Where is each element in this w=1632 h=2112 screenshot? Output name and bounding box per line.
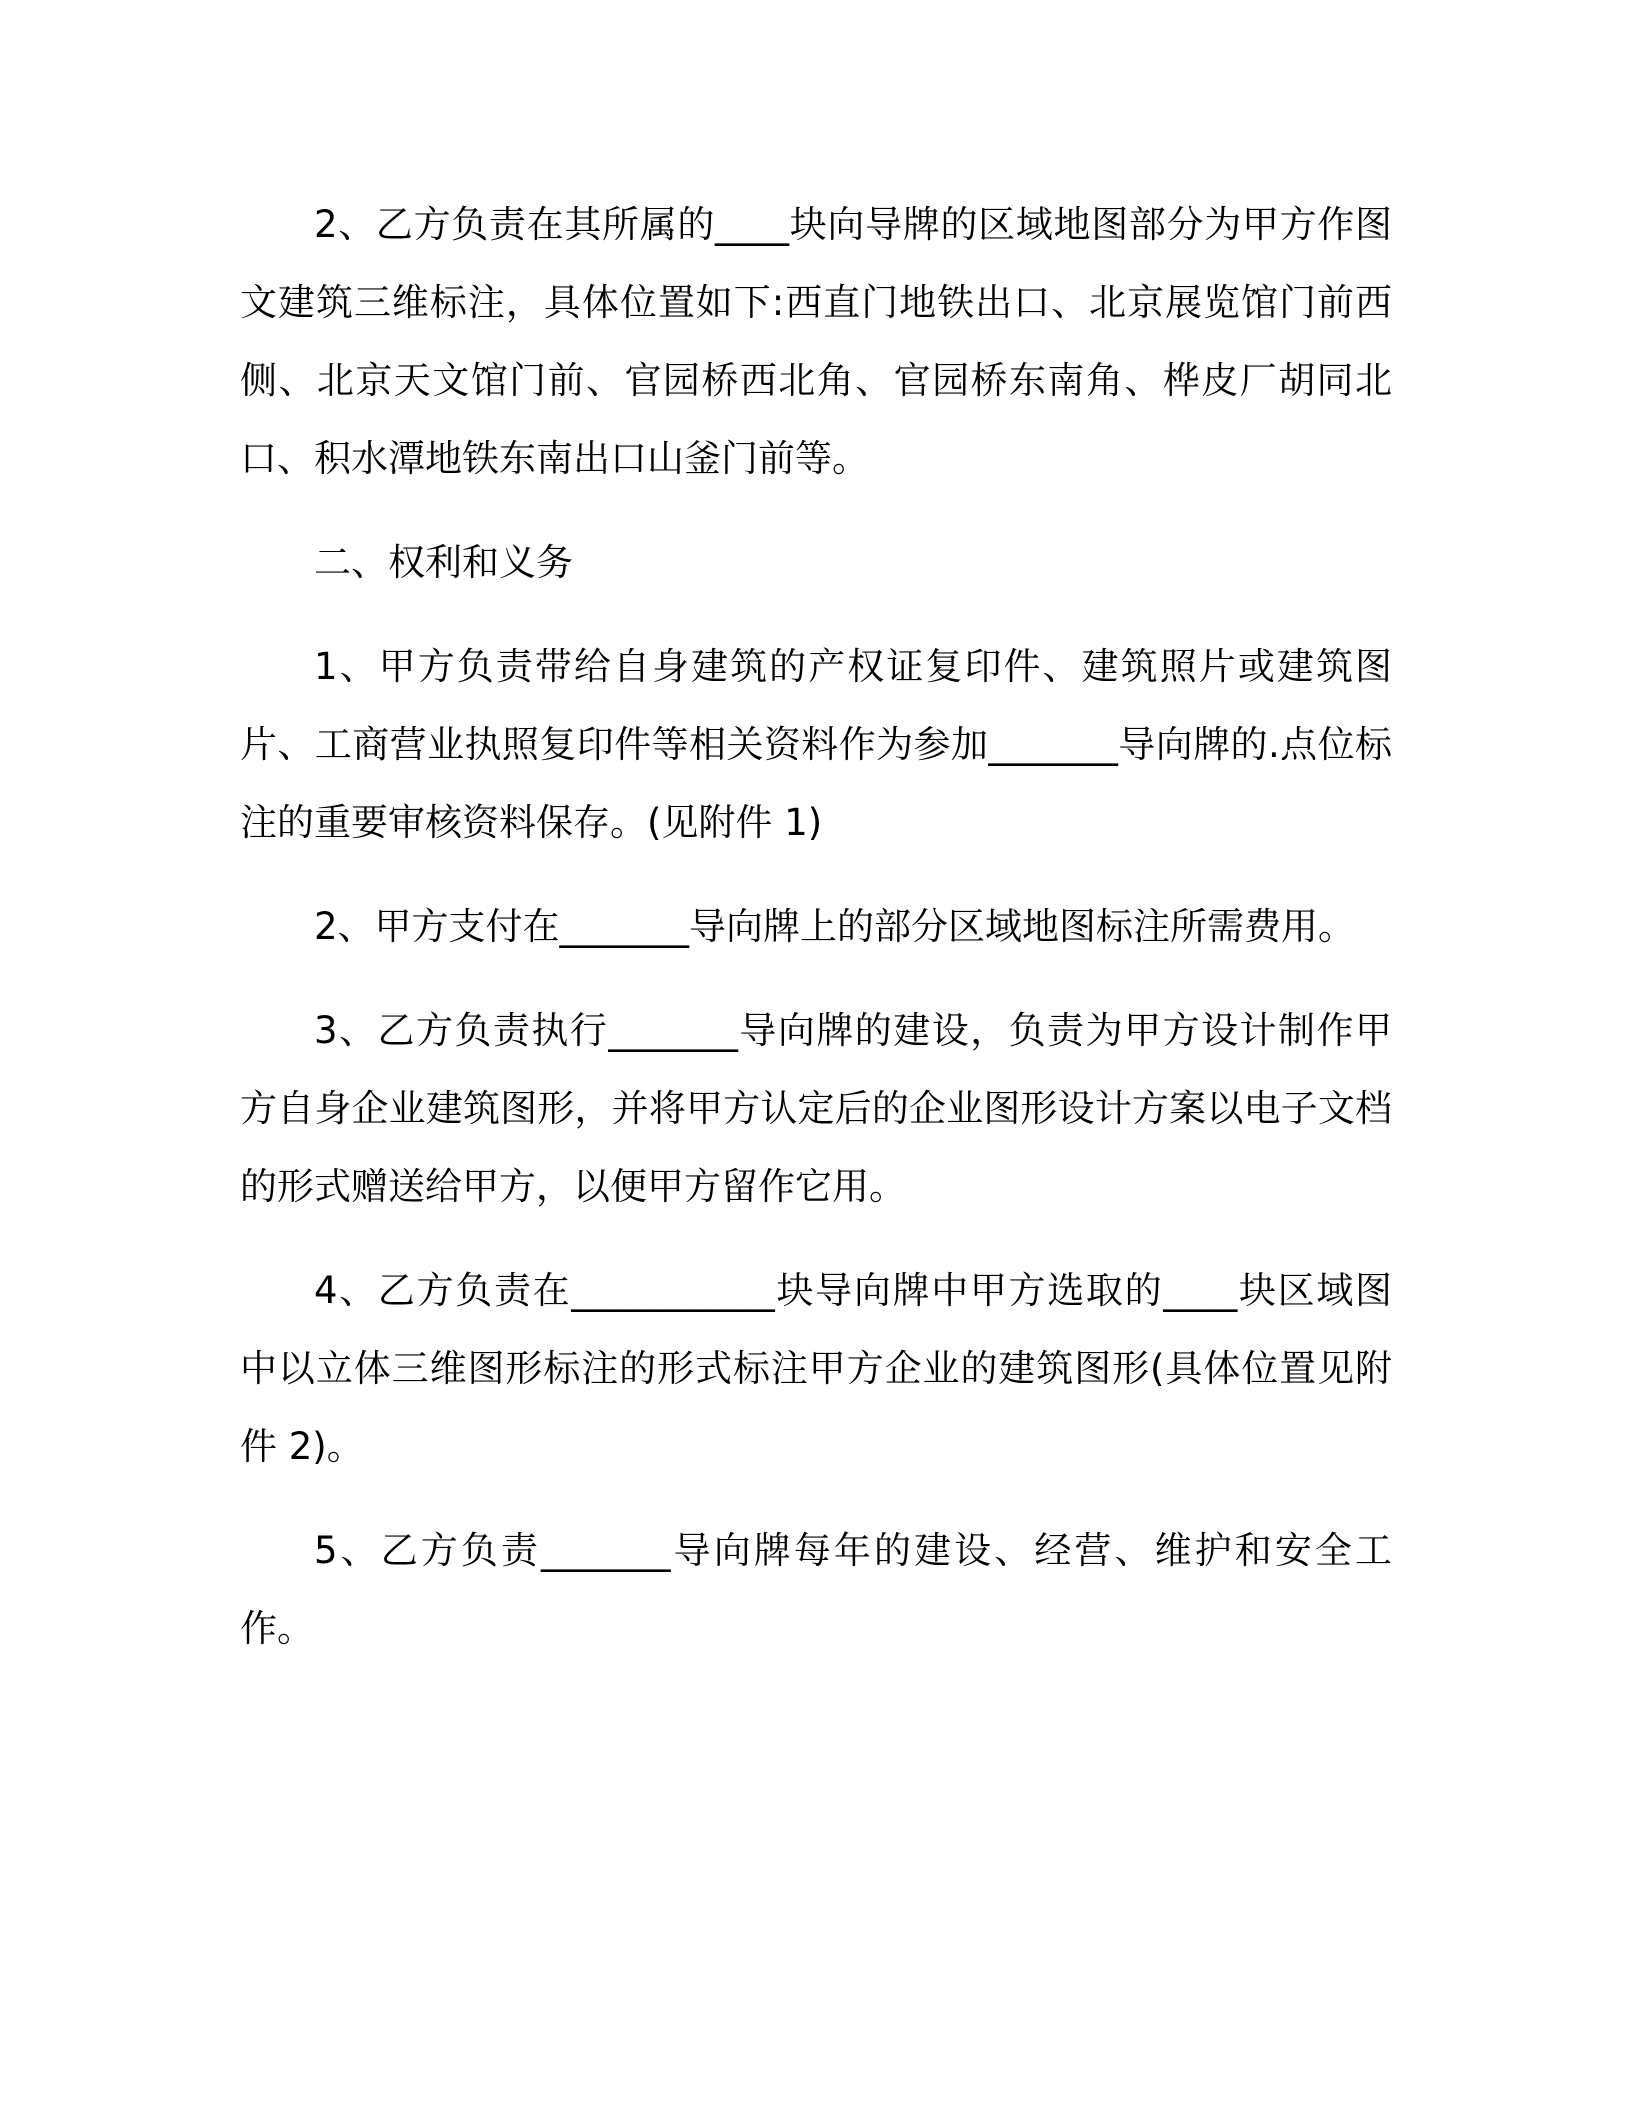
paragraph-rights-3: 3、乙方负责执行_______导向牌的建设，负责为甲方设计制作甲方自身企业建筑图形，并将甲方认定后的企业图形设计方案以电子文档的形式赠送给甲方，以便甲方留作它用。: [240, 1009, 1392, 1208]
section-heading-rights-obligations: 二、权利和义务: [314, 541, 573, 584]
paragraph-rights-1: 1、甲方负责带给自身建筑的产权证复印件、建筑照片或建筑图片、工商营业执照复印件等相关资料作为参加_______导向牌的.点位标注的重要审核资料保存。(见附件 1): [240, 645, 1392, 844]
document-page: [240, 186, 1392, 1694]
paragraph-rights-5: 5、乙方负责_______导向牌每年的建设、经营、维护和安全工作。: [240, 1529, 1392, 1650]
paragraph-rights-2: 2、甲方支付在_______导向牌上的部分区域地图标注所需费用。: [314, 905, 1356, 948]
paragraph-rights-4: 4、乙方负责在___________块导向牌中甲方选取的____块区域图中以立体三维图形标注的形式标注甲方企业的建筑图形(具体位置见附件 2)。: [240, 1269, 1392, 1468]
paragraph-2-location-clause: 2、乙方负责在其所属的____块向导牌的区域地图部分为甲方作图文建筑三维标注，具体位置如下:西直门地铁出口、北京展览馆门前西侧、北京天文馆门前、官园桥西北角、官园桥东南角、桦皮厂胡同北口、积水潭地铁东南出口山釜门前等。: [240, 203, 1392, 480]
